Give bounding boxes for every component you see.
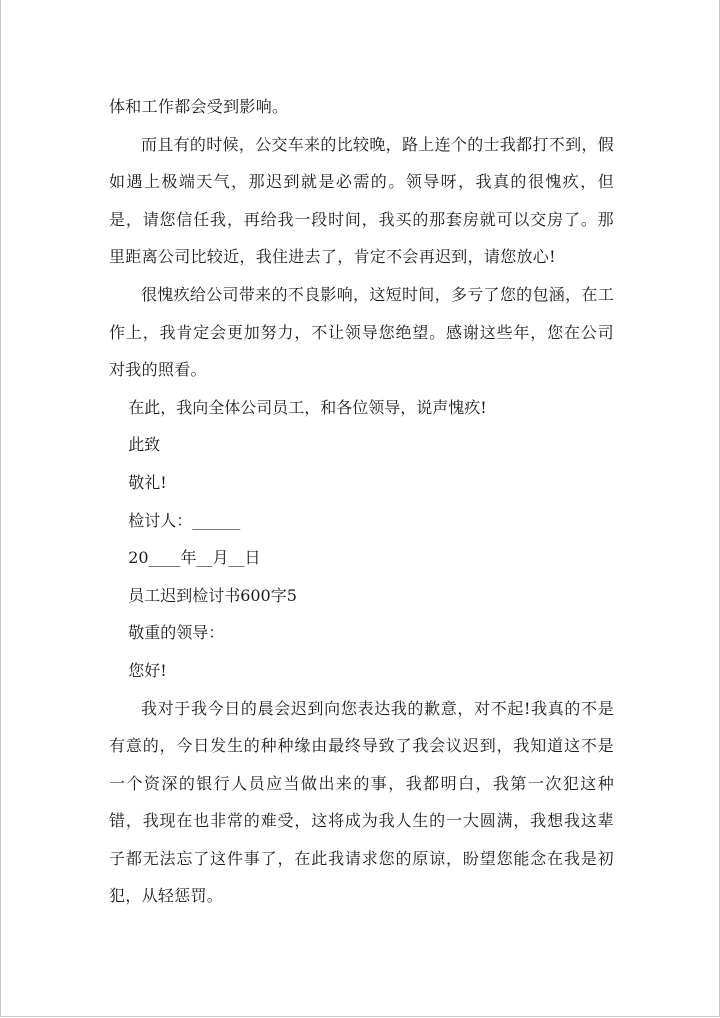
paragraph-bus-delay: 而且有的时候，公交车来的比较晚，路上连个的士我都打不到，假如遇上极端天气，那迟到就是必需的。领导呀，我真的很愧疚，但是，请您信任我，再给我一段时间，我买的那套房就可以交房了。那里距离公司比较近，我住进去了，肯定不会再迟到，请您放心! (109, 134, 614, 267)
paragraph-apology: 很愧疚给公司带来的不良影响，这短时间，多亏了您的包涵，在工作上，我肯定会更加努力，不让领导您绝望。感谢这些年，您在公司对我的照看。 (109, 284, 614, 380)
greeting: 您好! (128, 660, 167, 680)
date-line: 20____年__月__日 (128, 548, 261, 568)
paragraph-continuation: 体和工作都会受到影响。 (109, 97, 289, 116)
paragraph-main-apology: 我对于我今日的晨会迟到向您表达我的歉意，对不起!我真的不是有意的，今日发生的种种缘由最终导致了我会议迟到，我知道这不是一个资深的银行人员应当做出来的事，我都明白，我第一次犯这种错，我现在也非常的难受，这将成为我人生的一大圆满，我想我这辈子都无法忘了这件事了，在此我请求您的原谅，盼望您能念在我是初犯，从轻惩罚。 (109, 698, 614, 906)
document-body (109, 88, 614, 915)
paragraph-apology-to-all: 在此，我向全体公司员工，和各位领导，说声愧疚! (128, 397, 487, 417)
section-title: 员工迟到检讨书600字5 (128, 585, 297, 605)
salutation: 敬重的领导： (128, 623, 225, 643)
closing-regards: 敬礼! (128, 472, 167, 492)
closing-salute: 此致 (128, 435, 161, 455)
signature-line: 检讨人：______ (128, 510, 241, 530)
